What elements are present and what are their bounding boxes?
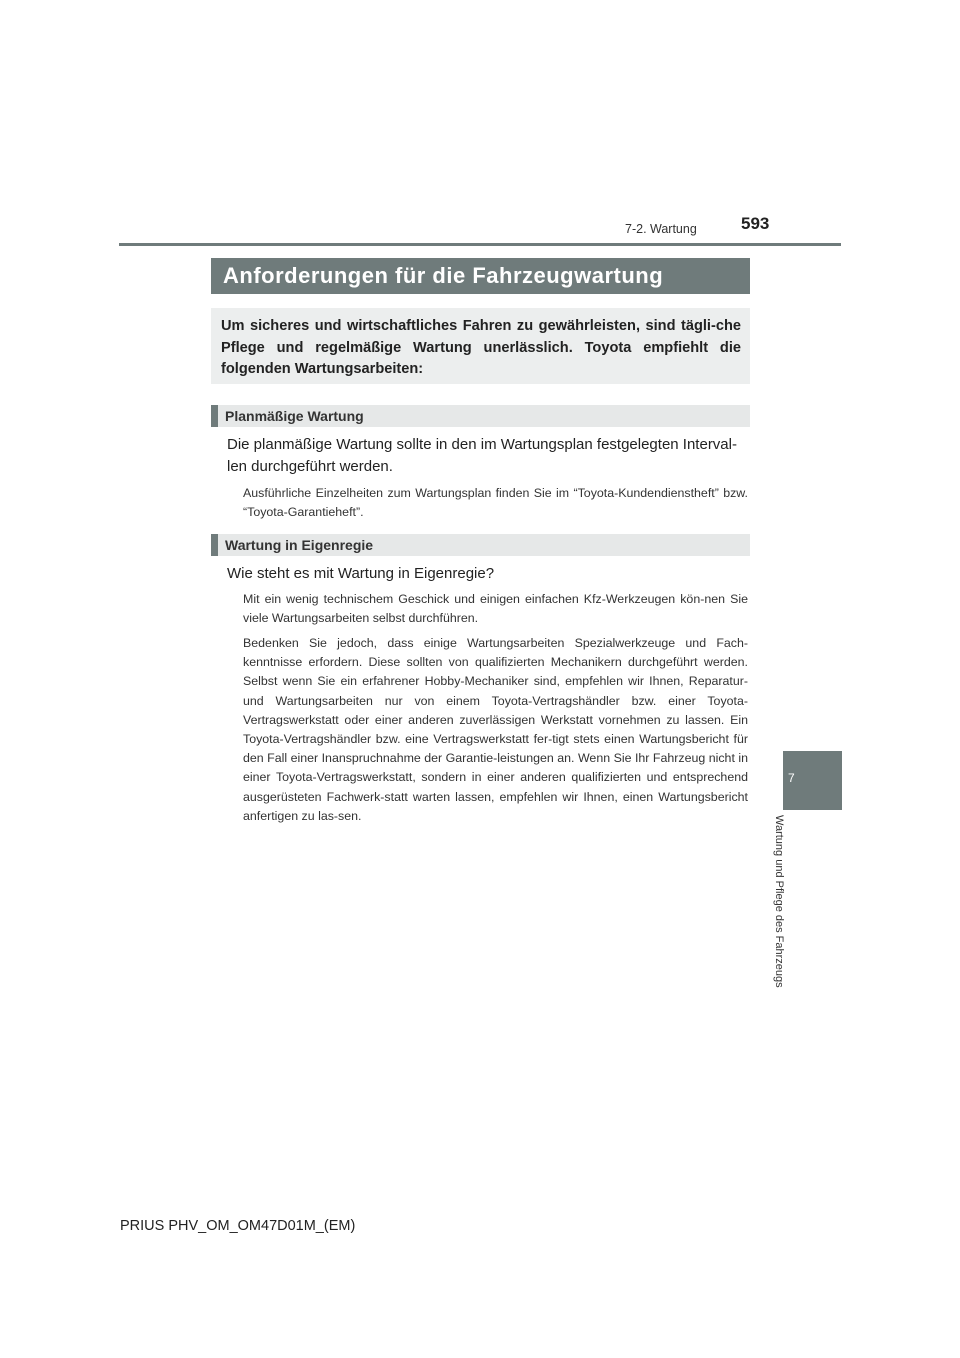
chapter-side-label xyxy=(773,815,810,1025)
page-title-bar xyxy=(211,258,750,294)
section-heading-diy-maintenance xyxy=(211,534,750,556)
document-code-footer: PRIUS PHV_OM_OM47D01M_(EM) xyxy=(120,1218,356,1234)
section-body-paragraph: Ausführliche Einzelheiten zum Wartungsplan finden Sie im “Toyota-Kundendienstheft” bzw. “Toyota-Garantieheft”. xyxy=(243,486,748,520)
chapter-number: 7 xyxy=(788,771,795,785)
section-lead-text: Wie steht es mit Wartung in Eigenregie? xyxy=(227,565,495,582)
section-heading-scheduled-maintenance xyxy=(211,405,750,427)
page-number: 593 xyxy=(741,214,770,233)
chapter-tab xyxy=(783,751,842,810)
page-title: Anforderungen für die Fahrzeugwartung xyxy=(223,263,664,288)
section-body-paragraph: Mit ein wenig technischem Geschick und einigen einfachen Kfz-Werkzeugen kön-nen Sie viele Wartungsarbeiten selbst durchführen. xyxy=(243,592,748,626)
section-body-paragraph: Bedenken Sie jedoch, dass einige Wartungsarbeiten Spezialwerkzeuge und Fach-kenntnisse erfordern. Diese sollten von qualifizierten Mechanikern durchgeführt werden. Selbst wenn Sie ein erfahrener Hobby-Mechaniker sind, empfehlen wir Ihnen, Reparatur- und Wartungsarbeiten nur von einem Toyota-Vertragshändler bzw. einer Toyota-Vertragswerkstatt oder einer anderen zuverlässigen Werkstatt vornehmen zu lassen. Ein Toyota-Vertragshändler bzw. eine Vertragswerkstatt fer-tigt stets einen Wartungsbericht für den Fall einer Inanspruchnahme der Garantie-leistungen an. Wenn Sie Ihr Fahrzeug nicht in einer Toyota-Vertragswerkstatt, sondern in einer anderen qualifizierten und entsprechend ausgerüsteten Fachwerk-statt warten lassen, empfehlen wir Ihnen, einen Wartungsbericht anfertigen zu las-sen. xyxy=(243,636,748,823)
section-heading-text: Wartung in Eigenregie xyxy=(225,537,374,553)
header-divider xyxy=(119,243,841,246)
chapter-title: Wartung und Pflege des Fahrzeugs xyxy=(773,815,785,988)
section-lead-text: Die planmäßige Wartung sollte in den im Wartungsplan festgelegten Interval-len durchgeführt werden. xyxy=(227,436,737,475)
section-heading-text: Planmäßige Wartung xyxy=(225,408,364,424)
intro-text: Um sicheres und wirtschaftliches Fahren zu gewährleisten, sind tägli-che Pflege und regelmäßige Wartung unerlässlich. Toyota empfiehlt die folgenden Wartungsarbeiten: xyxy=(221,318,741,377)
section-reference: 7-2. Wartung xyxy=(625,222,697,236)
intro-box xyxy=(211,308,750,384)
